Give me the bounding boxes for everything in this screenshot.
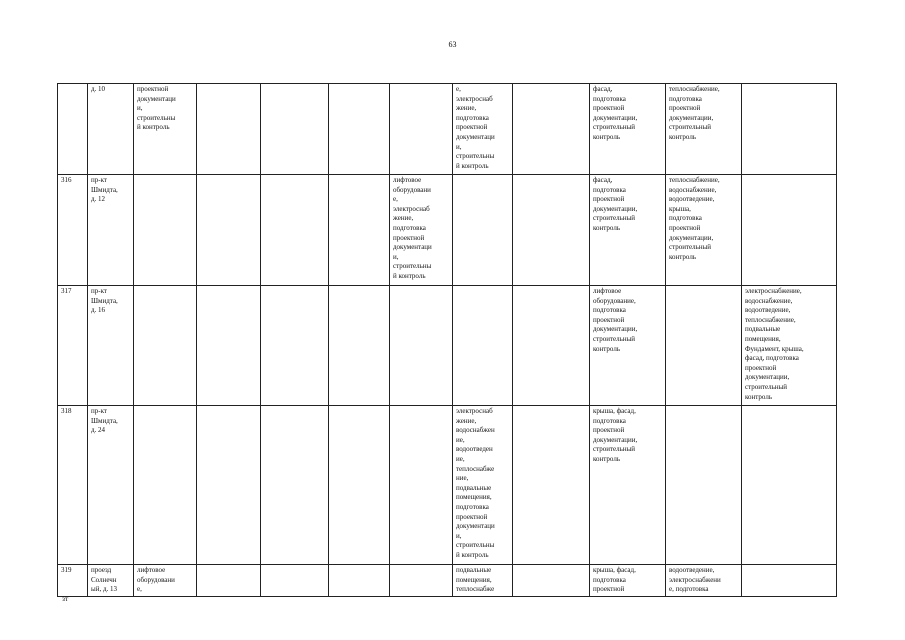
work-type-cell — [390, 565, 453, 597]
cell-text: 317 — [61, 287, 72, 295]
work-type-cell — [197, 286, 261, 406]
work-type-cell — [197, 565, 261, 597]
table-row — [58, 175, 837, 286]
work-type-cell — [453, 406, 513, 565]
work-type-cell — [261, 406, 329, 565]
work-type-cell — [134, 565, 197, 597]
work-type-cell — [513, 175, 590, 286]
work-type-cell — [513, 406, 590, 565]
cell-text: фасад, подготовка проектной документации, строительный контроль — [593, 176, 638, 232]
work-type-cell — [742, 84, 837, 175]
work-type-cell — [197, 84, 261, 175]
work-type-cell — [742, 565, 837, 597]
work-type-cell — [513, 84, 590, 175]
row-number-cell — [58, 565, 88, 597]
work-type-cell — [666, 175, 742, 286]
work-type-cell — [666, 406, 742, 565]
cell-text: д. 10 — [91, 85, 106, 93]
work-type-cell — [390, 84, 453, 175]
address-cell — [88, 84, 134, 175]
work-type-cell — [197, 175, 261, 286]
cell-text: электроснаб жение, водоснабжен ие, водоотведен ие, теплоснабже ние, подвальные помещения, подготовка проектной документаци и, строительны й контроль — [456, 407, 495, 559]
address-cell — [88, 565, 134, 597]
work-type-cell — [590, 406, 666, 565]
page-footer: зт — [62, 594, 69, 603]
row-number-cell — [58, 84, 88, 175]
row-number-cell — [58, 175, 88, 286]
work-type-cell — [590, 565, 666, 597]
work-type-cell — [134, 406, 197, 565]
row-number-cell — [58, 286, 88, 406]
cell-text: пр-кт Шмидта, д. 24 — [91, 407, 118, 435]
work-type-cell — [742, 286, 837, 406]
cell-text: лифтовое оборудовани е, электроснаб жение, подготовка проектной документаци и, строительны й контроль — [393, 176, 432, 280]
cell-text: водоотведение, электроснабжени е, подготовка — [669, 566, 721, 594]
cell-text: 318 — [61, 407, 72, 415]
work-type-cell — [590, 175, 666, 286]
work-type-cell — [453, 175, 513, 286]
work-type-cell — [666, 84, 742, 175]
work-type-cell — [590, 286, 666, 406]
work-type-cell — [453, 565, 513, 597]
work-type-cell — [453, 286, 513, 406]
cell-text: крыша, фасад, подготовка проектной — [593, 566, 636, 594]
cell-text: пр-кт Шмидта, д. 12 — [91, 176, 118, 204]
cell-text: е, электроснаб жение, подготовка проектной документаци и, строительны й контроль — [456, 85, 495, 170]
work-type-cell — [390, 286, 453, 406]
cell-text: проезд Солнечн ый, д. 13 — [91, 566, 118, 594]
work-type-cell — [329, 406, 390, 565]
address-cell — [88, 286, 134, 406]
work-type-cell — [134, 286, 197, 406]
address-cell — [88, 406, 134, 565]
work-type-cell — [329, 175, 390, 286]
work-type-cell — [513, 565, 590, 597]
cell-text: теплоснабжение, подготовка проектной документации, строительный контроль — [669, 85, 720, 141]
cell-text: теплоснабжение, водоснабжение, водоотведение, крыша, подготовка проектной документации, строительный контроль — [669, 176, 720, 261]
work-type-cell — [134, 175, 197, 286]
work-type-cell — [197, 406, 261, 565]
row-number-cell — [58, 406, 88, 565]
work-type-cell — [513, 286, 590, 406]
cell-text: лифтовое оборудование, подготовка проектной документации, строительный контроль — [593, 287, 638, 353]
work-type-cell — [261, 286, 329, 406]
work-type-cell — [261, 175, 329, 286]
page-number: 63 — [448, 40, 457, 49]
repair-schedule-table — [57, 83, 837, 597]
address-cell — [88, 175, 134, 286]
cell-text: крыша, фасад, подготовка проектной документации, строительный контроль — [593, 407, 638, 463]
work-type-cell — [261, 84, 329, 175]
cell-text: пр-кт Шмидта, д. 16 — [91, 287, 118, 315]
work-type-cell — [390, 175, 453, 286]
cell-text: 316 — [61, 176, 72, 184]
work-type-cell — [329, 84, 390, 175]
table-row — [58, 406, 837, 565]
work-type-cell — [329, 565, 390, 597]
cell-text: проектной документаци и, строительны й контроль — [137, 85, 176, 132]
table-row — [58, 286, 837, 406]
work-type-cell — [453, 84, 513, 175]
work-type-cell — [390, 406, 453, 565]
cell-text: 319 — [61, 566, 72, 574]
work-type-cell — [590, 84, 666, 175]
table-row — [58, 84, 837, 175]
work-type-cell — [742, 406, 837, 565]
work-type-cell — [666, 565, 742, 597]
cell-text: электроснабжение, водоснабжение, водоотведение, теплоснабжение, подвальные помещения, Фундамент, крыша, фасад, подготовка проектной документации, строительный контроль — [745, 287, 804, 401]
table-row — [58, 565, 837, 597]
cell-text: подвальные помещения, теплоснабже — [456, 566, 495, 594]
work-type-cell — [666, 286, 742, 406]
cell-text: лифтовое оборудовани е, — [137, 566, 175, 594]
work-type-cell — [261, 565, 329, 597]
work-type-cell — [329, 286, 390, 406]
work-type-cell — [134, 84, 197, 175]
work-type-cell — [742, 175, 837, 286]
cell-text: фасад, подготовка проектной документации, строительный контроль — [593, 85, 638, 141]
